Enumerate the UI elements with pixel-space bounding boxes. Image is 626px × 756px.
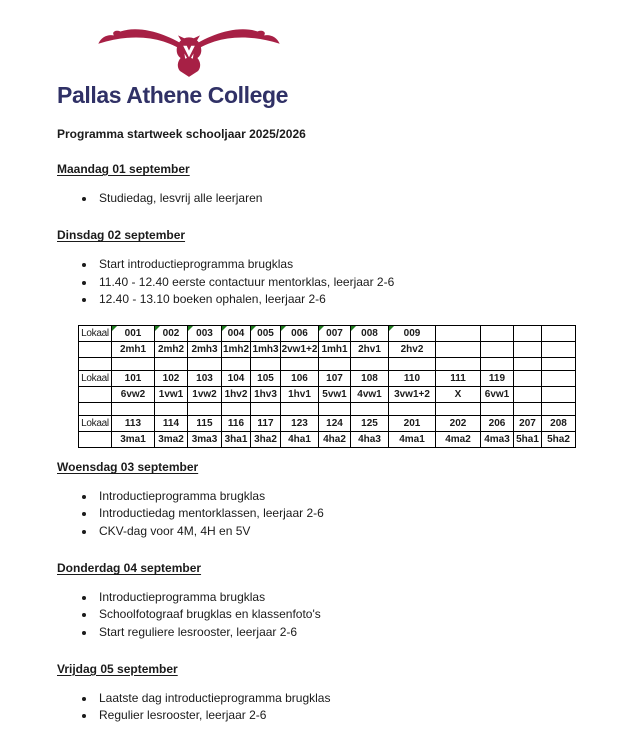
room-table-empty-cell [319,358,351,371]
room-table-empty-cell [514,326,542,342]
bullet-item: Start reguliere lesrooster, leerjaar 2-6 [57,624,586,641]
owl-logo-icon [55,14,323,82]
room-table-cell: 4ma1 [389,432,436,448]
room-table-cell: 106 [281,371,319,387]
bullet-item: Laatste dag introductieprogramma brugklas [57,690,586,707]
bullet-list-donderdag [57,589,586,641]
logo-wordmark: Pallas Athene College [57,82,289,108]
room-table-cell: 4vw1 [351,387,389,403]
room-table-empty-cell [481,326,514,342]
room-table-cell: 002 [155,326,188,342]
room-table-cell: 5ha1 [514,432,542,448]
room-table-empty-cell [222,358,251,371]
bullet-item: Regulier lesrooster, leerjaar 2-6 [57,707,586,724]
room-table-empty-cell [481,358,514,371]
room-table-label-cell: Lokaal [79,416,112,432]
room-table-cell: 4ma2 [436,432,481,448]
room-table-cell: 4ha3 [351,432,389,448]
room-table-empty-cell [251,403,281,416]
room-table-empty-cell [542,326,576,342]
excel-flag-triangle-icon [251,326,256,331]
room-table-cell: 4ha1 [281,432,319,448]
room-table-cell: 102 [155,371,188,387]
day-heading-woensdag: Woensdag 03 september [57,460,199,475]
room-table-row-classes [79,387,576,403]
room-table-row-classes [79,432,576,448]
room-table-empty-cell [351,358,389,371]
bullet-item: Studiedag, lesvrij alle leerjaren [57,190,586,207]
room-table-empty-cell [389,358,436,371]
day-heading-vrijdag: Vrijdag 05 september [57,661,178,676]
room-table-empty-cell [542,342,576,358]
room-table-cell: 3ha1 [222,432,251,448]
bullet-item: Introductiedag mentorklassen, leerjaar 2-6 [57,505,586,522]
excel-flag-triangle-icon [155,326,160,331]
room-table-cell: 3vw1+2 [389,387,436,403]
room-table-empty-cell [112,358,155,371]
excel-flag-triangle-icon [281,326,286,331]
room-table-empty-cell [319,403,351,416]
room-table-empty-cell [389,403,436,416]
room-table-empty-cell [112,403,155,416]
day-heading-dinsdag: Dinsdag 02 september [57,228,186,243]
room-table-empty-cell [481,342,514,358]
room-table-cell: 2hv2 [389,342,436,358]
room-table-cell: 206 [481,416,514,432]
room-table-cell: 110 [389,371,436,387]
room-table-cell: 1mh1 [319,342,351,358]
bullet-list-maandag [57,190,586,207]
room-table-cell: 009 [389,326,436,342]
room-table-cell: 005 [251,326,281,342]
room-table-cell: 111 [436,371,481,387]
room-table-cell: 2vw1+2 [281,342,319,358]
room-table-empty-cell [188,403,222,416]
bullet-list-dinsdag [57,256,586,308]
bullet-item: Schoolfotograaf brugklas en klassenfoto's [57,606,586,623]
room-table-cell: X [436,387,481,403]
room-table-cell: 003 [188,326,222,342]
room-table-empty-cell [281,358,319,371]
room-table-cell: 3ma1 [112,432,155,448]
room-table-empty-cell [436,326,481,342]
room-table-cell: 3ma2 [155,432,188,448]
room-table-empty-cell [514,403,542,416]
bullet-item: 12.40 - 13.10 boeken ophalen, leerjaar 2-6 [57,291,586,308]
room-table-empty-cell [481,403,514,416]
excel-flag-triangle-icon [112,326,117,331]
day-heading-donderdag: Donderdag 04 september [57,561,202,576]
room-table-cell: 6vw2 [112,387,155,403]
room-table-empty-cell [155,358,188,371]
room-table-label-cell: Lokaal [79,371,112,387]
room-table-row-rooms [79,416,576,432]
room-table-empty-cell [251,358,281,371]
excel-flag-triangle-icon [319,326,324,331]
room-table-cell: 202 [436,416,481,432]
room-table-cell: 123 [281,416,319,432]
bullet-item: CKV-dag voor 4M, 4H en 5V [57,523,586,540]
room-table-cell: 6vw1 [481,387,514,403]
room-table-cell: 107 [319,371,351,387]
excel-flag-triangle-icon [389,326,394,331]
room-table-cell: 207 [514,416,542,432]
room-table-cell: 2mh3 [188,342,222,358]
room-table-cell: 117 [251,416,281,432]
room-table-empty-cell [436,403,481,416]
school-logo [55,14,345,107]
room-table-empty-cell [351,403,389,416]
room-table-cell: 5ha2 [542,432,576,448]
room-table-empty-cell [436,358,481,371]
room-table-empty-cell [514,358,542,371]
room-table-row-rooms [79,371,576,387]
room-table-cell: 4ma3 [481,432,514,448]
room-table-empty-cell [514,342,542,358]
room-table-cell: 006 [281,326,319,342]
room-table-empty-cell [79,432,112,448]
room-table-label-cell: Lokaal [79,326,112,342]
document-content [57,127,586,725]
bullet-item: Introductieprogramma brugklas [57,589,586,606]
day-heading-maandag: Maandag 01 september [57,162,190,176]
room-table-cell: 2mh2 [155,342,188,358]
room-table-cell: 201 [389,416,436,432]
bullet-item: Start introductieprogramma brugklas [57,256,586,273]
room-table-cell: 1mh3 [251,342,281,358]
bullet-list-vrijdag [57,690,586,725]
room-table-empty-cell [79,403,112,416]
room-table-empty-cell [79,358,112,371]
room-table-cell: 105 [251,371,281,387]
room-table-row-spacer [79,358,576,371]
room-assignment-table [78,325,576,448]
room-table-cell: 115 [188,416,222,432]
room-table-cell: 007 [319,326,351,342]
room-table-empty-cell [79,342,112,358]
room-table-empty-cell [155,403,188,416]
room-table-empty-cell [281,403,319,416]
room-table-cell: 113 [112,416,155,432]
room-table-cell: 001 [112,326,155,342]
room-table-cell: 1mh2 [222,342,251,358]
room-table-cell: 004 [222,326,251,342]
room-table-cell: 1vw1 [155,387,188,403]
room-table-cell: 124 [319,416,351,432]
room-table-cell: 1hv2 [222,387,251,403]
room-table-cell: 125 [351,416,389,432]
room-table-empty-cell [436,342,481,358]
room-table-cell: 1hv3 [251,387,281,403]
room-table-cell: 101 [112,371,155,387]
room-table-cell: 3ma3 [188,432,222,448]
excel-flag-triangle-icon [222,326,227,331]
room-table-cell: 119 [481,371,514,387]
room-table-empty-cell [542,403,576,416]
room-table-row-classes [79,342,576,358]
room-table-empty-cell [542,358,576,371]
bullet-item: Introductieprogramma brugklas [57,488,586,505]
room-table-cell: 2mh1 [112,342,155,358]
room-table-empty-cell [514,371,542,387]
room-table-empty-cell [542,387,576,403]
room-table-cell: 3ha2 [251,432,281,448]
excel-flag-triangle-icon [351,326,356,331]
room-table-cell: 116 [222,416,251,432]
excel-flag-triangle-icon [188,326,193,331]
room-table-cell: 1vw2 [188,387,222,403]
room-table-cell: 4ha2 [319,432,351,448]
room-table-empty-cell [222,403,251,416]
bullet-item: 11.40 - 12.40 eerste contactuur mentorklas, leerjaar 2-6 [57,274,586,291]
room-table-cell: 104 [222,371,251,387]
room-table-empty-cell [514,387,542,403]
room-table-empty-cell [79,387,112,403]
bullet-list-woensdag [57,488,586,540]
room-table-cell: 114 [155,416,188,432]
room-table-cell: 108 [351,371,389,387]
room-table-cell: 008 [351,326,389,342]
room-table-cell: 5vw1 [319,387,351,403]
room-table-row-rooms [79,326,576,342]
room-table-cell: 2hv1 [351,342,389,358]
room-table-cell: 103 [188,371,222,387]
room-table-cell: 208 [542,416,576,432]
room-table-row-spacer [79,403,576,416]
room-table-cell: 1hv1 [281,387,319,403]
room-table-empty-cell [542,371,576,387]
document-title: Programma startweek schooljaar 2025/2026 [57,127,306,141]
room-table-empty-cell [188,358,222,371]
